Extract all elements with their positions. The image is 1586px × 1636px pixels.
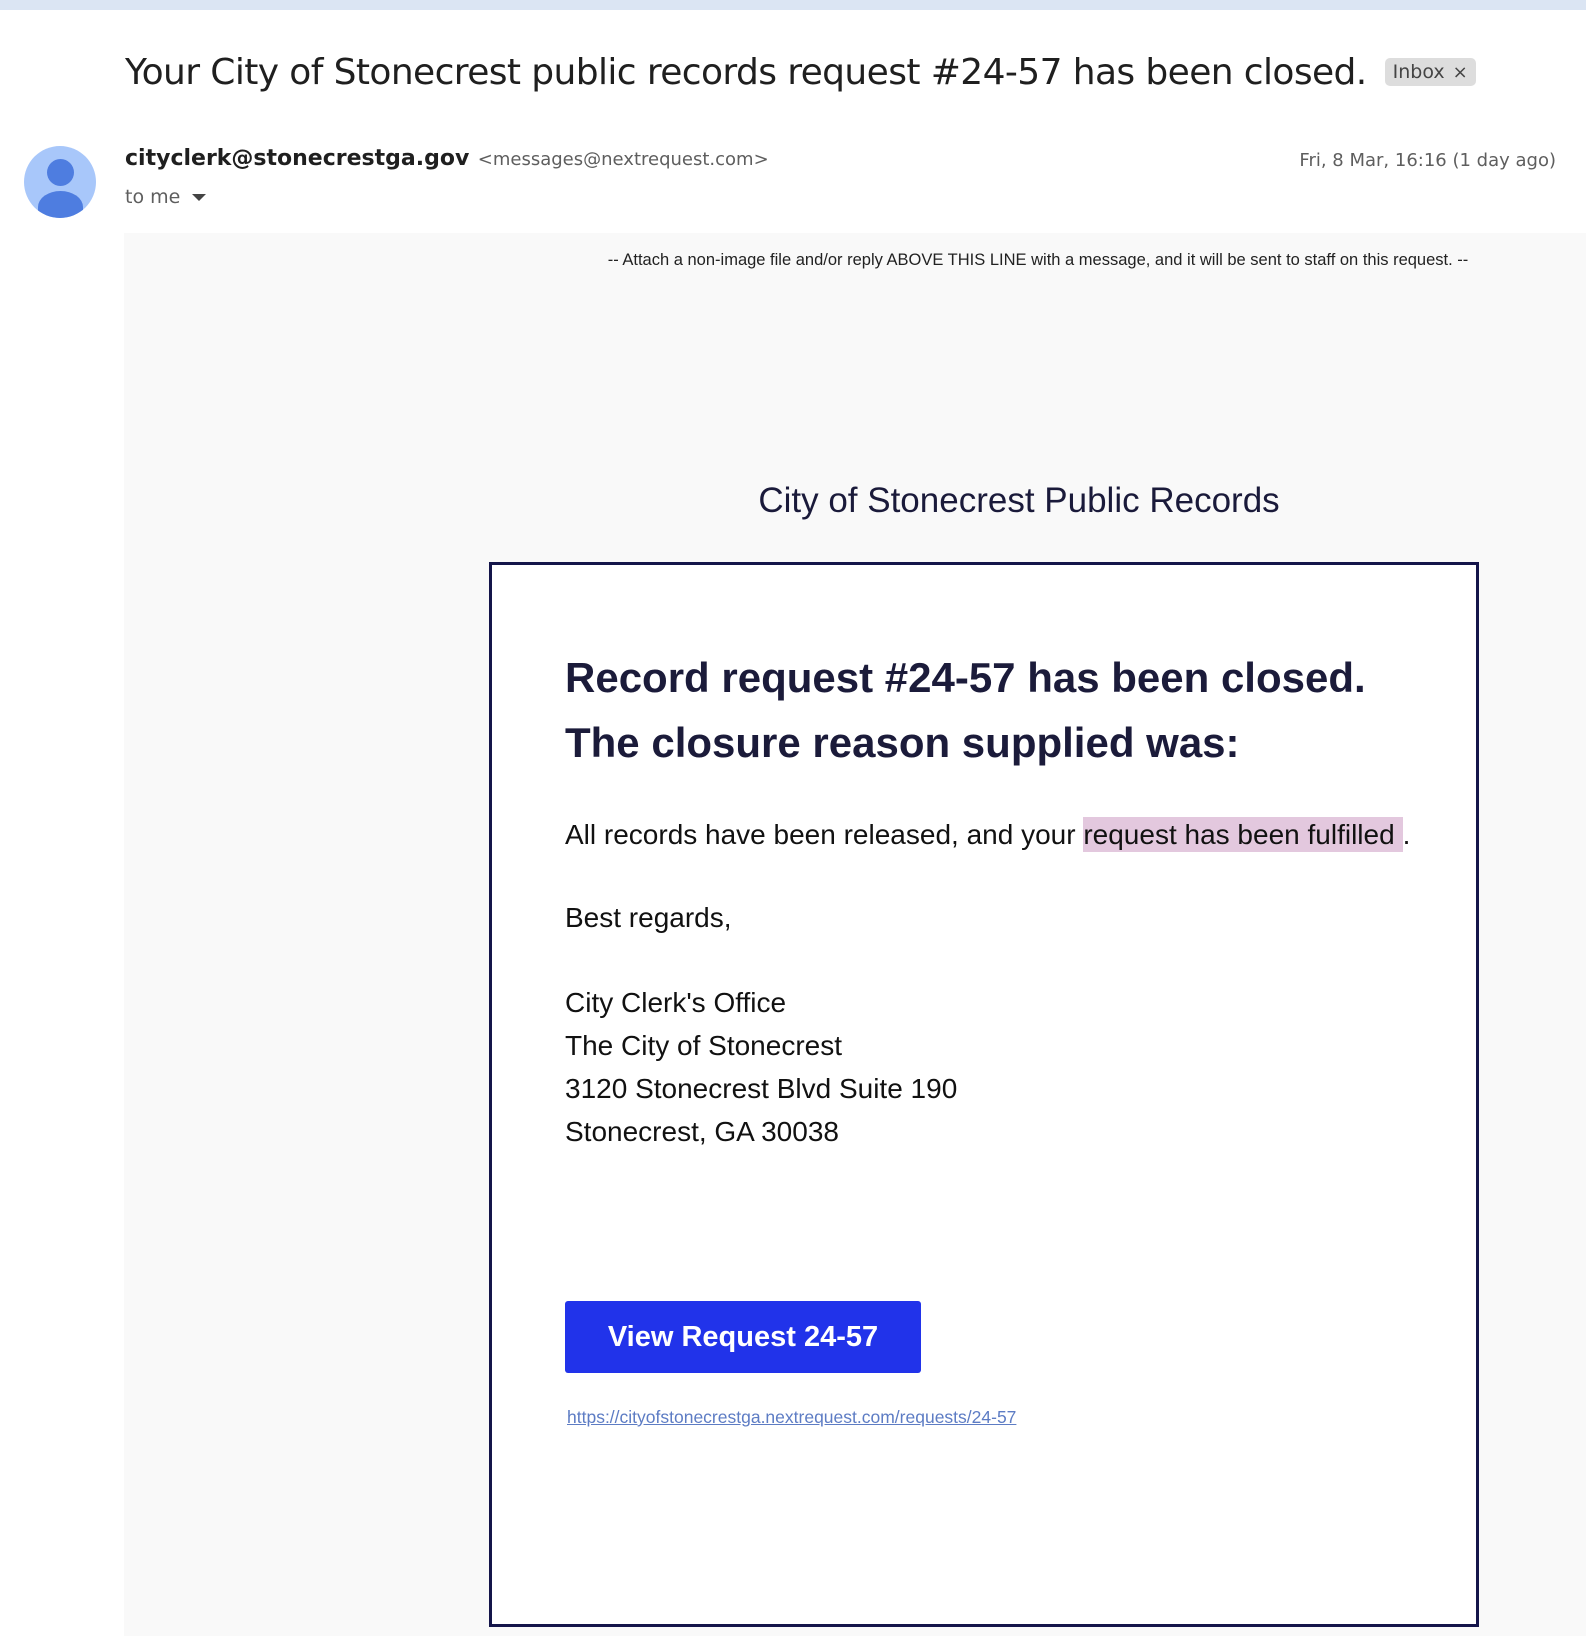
- signature-line: 3120 Stonecrest Blvd Suite 190: [565, 1073, 958, 1104]
- view-request-button[interactable]: View Request 24-57: [565, 1301, 921, 1373]
- inbox-label-text: Inbox: [1392, 61, 1445, 83]
- message-body: [124, 233, 1586, 1636]
- org-title: City of Stonecrest Public Records: [758, 481, 1280, 520]
- chevron-down-icon[interactable]: [192, 194, 206, 201]
- signoff: Best regards,: [565, 902, 732, 933]
- top-strip: [0, 0, 1586, 10]
- email-subject: Your City of Stonecrest public records request #24-57 has been closed.: [125, 51, 1367, 93]
- subject-row: [125, 42, 1476, 102]
- request-url-link[interactable]: https://cityofstonecrestga.nextrequest.com/requests/24-57: [567, 1407, 1017, 1427]
- reason-suffix: .: [1402, 819, 1411, 850]
- signature-line: Stonecrest, GA 30038: [565, 1116, 839, 1147]
- sender-line: [125, 146, 769, 171]
- notification-card: [489, 562, 1479, 1627]
- closure-reason: [565, 813, 1415, 856]
- message-date: Fri, 8 Mar, 16:16 (1 day ago): [1299, 150, 1556, 171]
- sender-avatar[interactable]: [24, 146, 96, 218]
- closure-headline: Record request #24-57 has been closed. The closure reason supplied was:: [565, 654, 1366, 766]
- remove-label-icon[interactable]: ×: [1452, 61, 1468, 83]
- person-icon: [47, 159, 74, 186]
- signature-line: City Clerk's Office: [565, 987, 787, 1018]
- card-content: [565, 645, 1415, 1153]
- sender-email: <messages@nextrequest.com>: [477, 149, 769, 170]
- reply-hint: -- Attach a non-image file and/or reply ABOVE THIS LINE with a message, and it will be sent to staff on this request. --: [607, 251, 1469, 269]
- person-icon-body: [38, 191, 83, 218]
- inbox-label-chip[interactable]: [1385, 58, 1476, 86]
- signature-block: [565, 981, 1415, 1153]
- recipient-details-toggle[interactable]: [125, 186, 206, 208]
- recipient-text: to me: [125, 186, 181, 208]
- reason-highlight: request has been fulfilled: [1083, 817, 1402, 852]
- signature-line: The City of Stonecrest: [565, 1030, 843, 1061]
- sender-name[interactable]: cityclerk@stonecrestga.gov: [125, 146, 470, 171]
- reason-prefix: All records have been released, and your: [565, 819, 1084, 850]
